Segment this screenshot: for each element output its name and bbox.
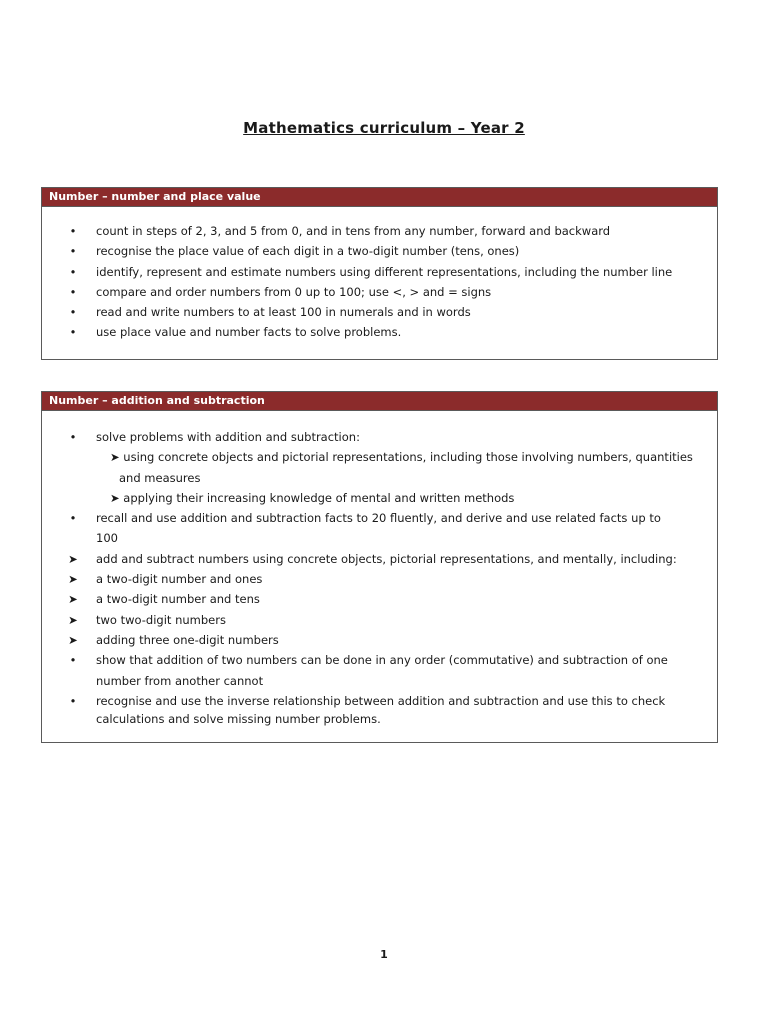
list-item-continuation: [42, 671, 717, 691]
bullet-icon: •: [69, 305, 77, 320]
list-item-text: ➤ applying their increasing knowledge of mental and written methods: [110, 490, 515, 505]
section-header: Number – addition and subtraction: [42, 392, 717, 411]
list-item: [42, 630, 717, 650]
list-item: [42, 322, 717, 342]
list-item-text: count in steps of 2, 3, and 5 from 0, and in tens from any number, forward and backward: [96, 224, 611, 238]
list-item: [42, 282, 717, 302]
arrow-bullet-icon: ➤: [68, 551, 78, 566]
bullet-icon: •: [69, 430, 77, 444]
list-item-text: use place value and number facts to solve problems.: [96, 325, 402, 340]
list-item-text: identify, represent and estimate numbers using different representations, including the number line: [96, 264, 673, 279]
bullet-icon: •: [69, 693, 77, 708]
list-item-continuation: [42, 711, 717, 728]
list-item-text: compare and order numbers from 0 up to 100; use <, > and = signs: [96, 284, 492, 299]
list-item-text: number from another cannot: [96, 673, 264, 688]
arrow-bullet-icon: ➤: [68, 632, 78, 647]
list-item: [42, 589, 717, 609]
list-item-text: recall and use addition and subtraction facts to 20 fluently, and derive and use related facts up to: [96, 511, 661, 526]
list-item: [42, 427, 717, 447]
list-item: [42, 262, 717, 282]
list-item: [42, 447, 717, 467]
list-item-text: recognise and use the inverse relationship between addition and subtraction and use this to check: [96, 693, 666, 708]
bullet-icon: •: [69, 244, 77, 259]
list-item-continuation: [42, 528, 717, 548]
arrow-bullet-icon: ➤: [68, 572, 78, 587]
list-item-text: add and subtract numbers using concrete objects, pictorial representations, and mentally, including:: [96, 551, 677, 566]
list-item-text: solve problems with addition and subtraction:: [96, 430, 360, 444]
list-item: [42, 302, 717, 322]
list-item-text: two two-digit numbers: [96, 612, 226, 627]
section-body: [42, 411, 717, 728]
section-addition-subtraction: [41, 391, 718, 743]
list-item-continuation: [42, 468, 717, 488]
list-item: [42, 650, 717, 670]
list-item-text: read and write numbers to at least 100 in numerals and in words: [96, 305, 471, 320]
bullet-icon: •: [69, 284, 77, 299]
list-item-text: ➤ using concrete objects and pictorial representations, including those involving numbers, quantities: [110, 450, 693, 465]
page-title: Mathematics curriculum – Year 2: [243, 119, 525, 137]
list-item-text: show that addition of two numbers can be done in any order (commutative) and subtraction of one: [96, 653, 668, 668]
arrow-bullet-icon: ➤: [68, 592, 78, 607]
list-item: [42, 610, 717, 630]
list-item: [42, 488, 717, 508]
list-item: [42, 549, 717, 569]
list-item-text: adding three one-digit numbers: [96, 632, 279, 647]
list-item: [42, 241, 717, 261]
list-item: [42, 691, 717, 711]
list-item: [42, 221, 717, 241]
page-number: 1: [380, 948, 388, 961]
bullet-icon: •: [69, 224, 77, 238]
section-header: Number – number and place value: [42, 188, 717, 207]
bullet-icon: •: [69, 653, 77, 668]
list-item: [42, 569, 717, 589]
list-item: [42, 508, 717, 528]
list-item-text: recognise the place value of each digit in a two-digit number (tens, ones): [96, 244, 520, 259]
list-item-text: calculations and solve missing number problems.: [96, 712, 381, 727]
section-number-place-value: [41, 187, 718, 360]
list-item-text: a two-digit number and ones: [96, 572, 263, 587]
bullet-icon: •: [69, 325, 77, 340]
section-body: [42, 207, 717, 343]
list-item-text: a two-digit number and tens: [96, 592, 260, 607]
arrow-bullet-icon: ➤: [68, 612, 78, 627]
bullet-icon: •: [69, 264, 77, 279]
list-item-text: 100: [96, 531, 118, 546]
list-item-text: and measures: [119, 470, 201, 485]
bullet-icon: •: [69, 511, 77, 526]
